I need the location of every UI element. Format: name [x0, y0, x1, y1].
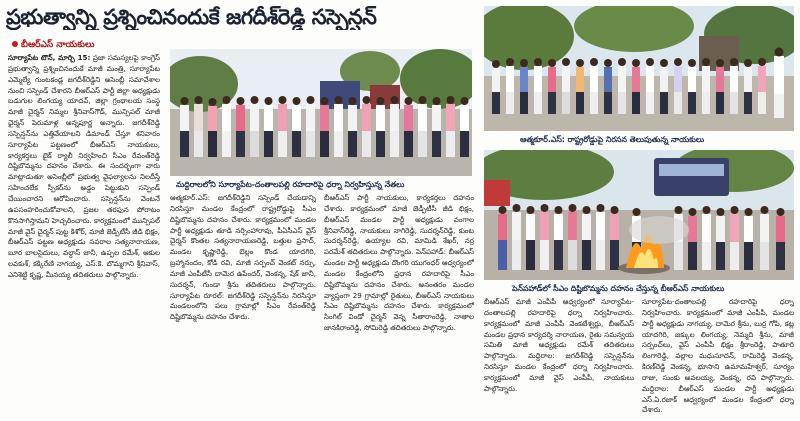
article-column-2 — [170, 193, 316, 415]
column-2-text: ఆత్మకూర్‌.ఎస్‌: జగదీశ్‌రెడ్డిని సస్పెండ్‌ చేయడాన్ని నిరసిస్తూ మండల కేంద్రంలో రాష్ట్రరోడ్డుపై సీఎం దిష్టిబొమ్మను దహనం చేశారు. కార్యక్రమంలో మండల పార్టీ అధ్యక్షుడు తూడి నర్సింహారావు, పీఏసీఎస్‌ వైస్‌ చైర్మన్‌ కొంతల సత్యనారాయణరెడ్డి, బత్తుల ప్రసాద్‌, మండల కృష్ణారెడ్డి, బెల్లం కొండ యాదగిరి, బ్రహ్మానందం, కోడి రవి, మాజీ సర్పంచ్‌ వెంకట్‌ నర్సు, మాజీ ఎంపీటీసీ దామెర ఉపేందర్‌, వెంకన్న, షేక్‌ జానీ, సుదర్శన్‌, గుండా శ్రీను తదితరులు పాల్గొన్నారు. సూర్యాపేట రూరల్‌: జగదీశ్‌రెడ్డి సస్పెన్షన్‌ను నిరసిస్తూ మండలంలోని పలు గ్రామాల్లో సీఎం రేవంత్‌రెడ్డి దిష్టిబొమ్మను దహనం చేశారు. — [170, 193, 316, 322]
effigy-photo-illustration — [484, 150, 794, 280]
photo-atmakur-protest — [484, 6, 794, 131]
photo-dharna-maddirala — [170, 49, 472, 176]
column-4-text: బీఆర్‌ఎస్‌ మాజీ ఎంపీపీ ఆధ్వర్యంలో సూర్యాపేట-దంతాలపల్లి రహదారిపై ధర్నా నిర్వహించారు. కార్యక్రమంలో మాజీ ఎంపీపీ వెంకటేశ్వర్లు, బీఆర్‌ఎస్‌ మండల ప్రధాన కార్యదర్శి నారాయణ, రైతు సమన్వయ సమితి మాజీ అధ్యక్షుడు రమేశ్‌ తదితరులు పాల్గొన్నారు. మద్దిరాల: జగదీశ్‌రెడ్డి సస్పెన్షన్‌ను నిరసిస్తూ మండల కేంద్రంలో ధర్నా నిర్వహించారు. కార్యక్రమంలో మాజీ వైస్‌ ఎంపీపీ, నాయకులు పాల్గొన్నారు. — [484, 297, 634, 393]
article-column-1 — [8, 53, 160, 415]
article-headline: ప్రభుత్వాన్ని ప్రశ్నించినందుకే జగదీశ్‌రెడ్డి సస్పెన్షన్ — [6, 5, 377, 29]
column-3-text: బీఆర్‌ఎస్‌ పార్టీ నాయకులు, కార్యకర్తలు దహనం చేశారు. కార్యక్రమంలో మాజీ జెడ్పీటీసీ జీడి భిక్షం, బీఆర్‌ఎస్‌ మండల పార్టీ అధ్యక్షుడు వంగాల శ్రీనివాస్‌రెడ్డి, నాయకులు నాగిరెడ్డి, సుదర్శన్‌రెడ్డి, కుంట సుదర్శన్‌రెడ్డి, ఉయ్యాల రవి, మామిడి శేఖర్‌, నర్ర పరమేశ్‌ తదితరులు పాల్గొన్నారు. పెన్‌పహాడ్‌: బీఆర్‌ఎస్‌ మండల పార్టీ అధ్యక్షుడు దొంగరి యుగంధర్‌ ఆధ్వర్యంలో మండల కేంద్రంలోని ప్రధాన రహదారిపై సీఎం దిష్టిబొమ్మను దహనం చేశారు. అనంతరం మండల వ్యాప్తంగా 29 గ్రామాల్లో రైతులు, బీఆర్‌ఎస్‌ నాయకులు సీఎం దిష్టిబొమ్మను దహనం చేశారు. కార్యక్రమంలో సింగిల్‌ విండో చైర్మన్‌ వెన్న సీతారాంరెడ్డి, నాతాల జానకిరాంరెడ్డి, సోమిరెడ్డి తదితరులు పాల్గొన్నారు. — [324, 193, 474, 333]
protest-photo-illustration — [484, 6, 794, 131]
article-column-5 — [642, 297, 794, 415]
article-column-3 — [324, 193, 474, 415]
main-photo-caption: మద్దిరాలలోని సూర్యాపేట-దంతాలపల్లి రహదారిపై ధర్నా నిర్వహిస్తున్న నేతలు — [176, 180, 405, 189]
column-1-text: ప్రజా సమస్యలపై కాంగ్రెస్‌ ప్రభుత్వాన్ని ప్రశ్నించినందుకే మాజీ మంత్రి, సూర్యాపేట ఎమ్మెల్యే గుంటకండ్ల జగదీశ్‌రెడ్డిని అసెంబ్లీ సమావేశాల నుంచి సస్పెండ్‌ చేశారని బీఆర్‌ఎస్‌ పార్టీ జిల్లా అధ్యక్షుడు బడుగుల లింగయ్య యాదవ్‌, జిల్లా గ్రంథాలయ సంస్థ మాజీ చైర్మన్‌ నిమ్మల శ్రీనివాస్‌గౌడ్‌, మున్సిపల్‌ మాజీ ఛైర్మన్‌ పెరుమాళ్ల అన్నపూర్ణ అన్నారు. జగదీశ్‌రెడ్డి సస్పెన్షన్‌ను ఎత్తివేయాలని డిమాండ్‌ చేస్తూ శనివారం సూర్యాపేట పట్టణంలో బీఆర్‌ఎస్‌ నాయకులు, కార్యకర్తలు బైక్‌ ర్యాలీ నిర్వహించి సీఎం రేవంత్‌రెడ్డి దిష్టిబొమ్మను దహనం చేశారు. ఈ సందర్భంగా వారు మాట్లాడుతూ అసెంబ్లీలో ప్రభుత్వ వైఫల్యాలను నిలదీస్తే సహించలేక స్పీకర్‌ను అడ్డం పెట్టుకుని సస్పెండ్‌ చేయించారని ఆరోపించారు. సస్పెన్షన్‌ను వెంటనే ఉపసంహరించుకోవాలని, ప్రజల తరఫున పోరాటం కొనసాగిస్తామని హెచ్చరించారు. కార్యక్రమంలో మున్సిపల్‌ మాజీ వైస్‌ చైర్మన్‌ పుట్ట కిశోర్‌, మాజీ జెడ్పీటీసీ జీడి భిక్షం, బీఆర్‌ఎస్‌ పట్టణ అధ్యక్షుడు సవరాల సత్యనారాయణ, బూర బాలసైదులు, వల్దాస్‌ జానీ, ఉప్పల రమేశ్‌, ఆకుల లవకుశ్‌, కక్కిరేణి నాగయ్య, ఎస్‌.కె. బొమ్మగాని శ్రీనివాస్‌, ఎనిశెట్టి కృష్ణ, మీనయ్య తదితరులు పాల్గొన్నారు. — [8, 53, 160, 279]
article-byline — [12, 40, 95, 52]
article-column-4 — [484, 297, 634, 415]
top-right-photo-caption: ఆత్మకూర్‌.ఎస్‌: రాష్ట్రరోడ్డుపై నిరసన తెలుపుతున్న నాయకులు — [520, 135, 705, 144]
bullet-icon — [12, 41, 18, 47]
dateline: సూర్యాపేట టౌన్‌, మార్చి 15: — [8, 53, 91, 62]
column-5-text: సూర్యాపేట-దంతాలపల్లి రహదారిపై ధర్నా నిర్వహించారు. కార్యక్రమంలో మాజీ ఎంపీపీ, మండల పార్టీ అధ్యక్షుడు నాగయ్య, దామెర శ్రీను, బుర్ర గోపి, కట్ల యాదగిరి, జక్కుల లింగయ్య, నెమ్మది శ్రీను, మాజీ సర్పంచ్‌లు, వైస్‌ ఎంపీపీ భిక్షం శ్రీరాంరెడ్డి, పాతూరి లింగారెడ్డి, వల్లాల మధుసూదన్‌, రామిరెడ్డి వెంకన్న, కిరణ్‌రెడ్డి వెంకన్న, భూసాని ఉమామహేశ్వర్‌, సూర్యం రాజు, సుంకు అవలయ్య, వెంకన్న, రవి పాల్గొన్నారు. మద్దిరాల: బీఆర్‌ఎస్‌ మండల పార్టీ అధ్యక్షుడు ఎస్‌.ఏ.రజాక్‌ ఆధ్వర్యంలో మండల కేంద్రంలో ధర్నా చేశారు. — [642, 297, 794, 415]
dharna-photo-illustration — [170, 49, 472, 176]
bottom-right-photo-caption: పెన్‌పహాడ్‌లో సీఎం దిష్టిబొమ్మను దహనం చేస్తున్న బీఆర్‌ఎస్‌ నాయకులు — [512, 284, 725, 293]
byline-text: బీఆర్‌ఎస్‌ నాయకులు — [21, 40, 95, 50]
photo-penpahad-effigy-burning — [484, 150, 794, 280]
